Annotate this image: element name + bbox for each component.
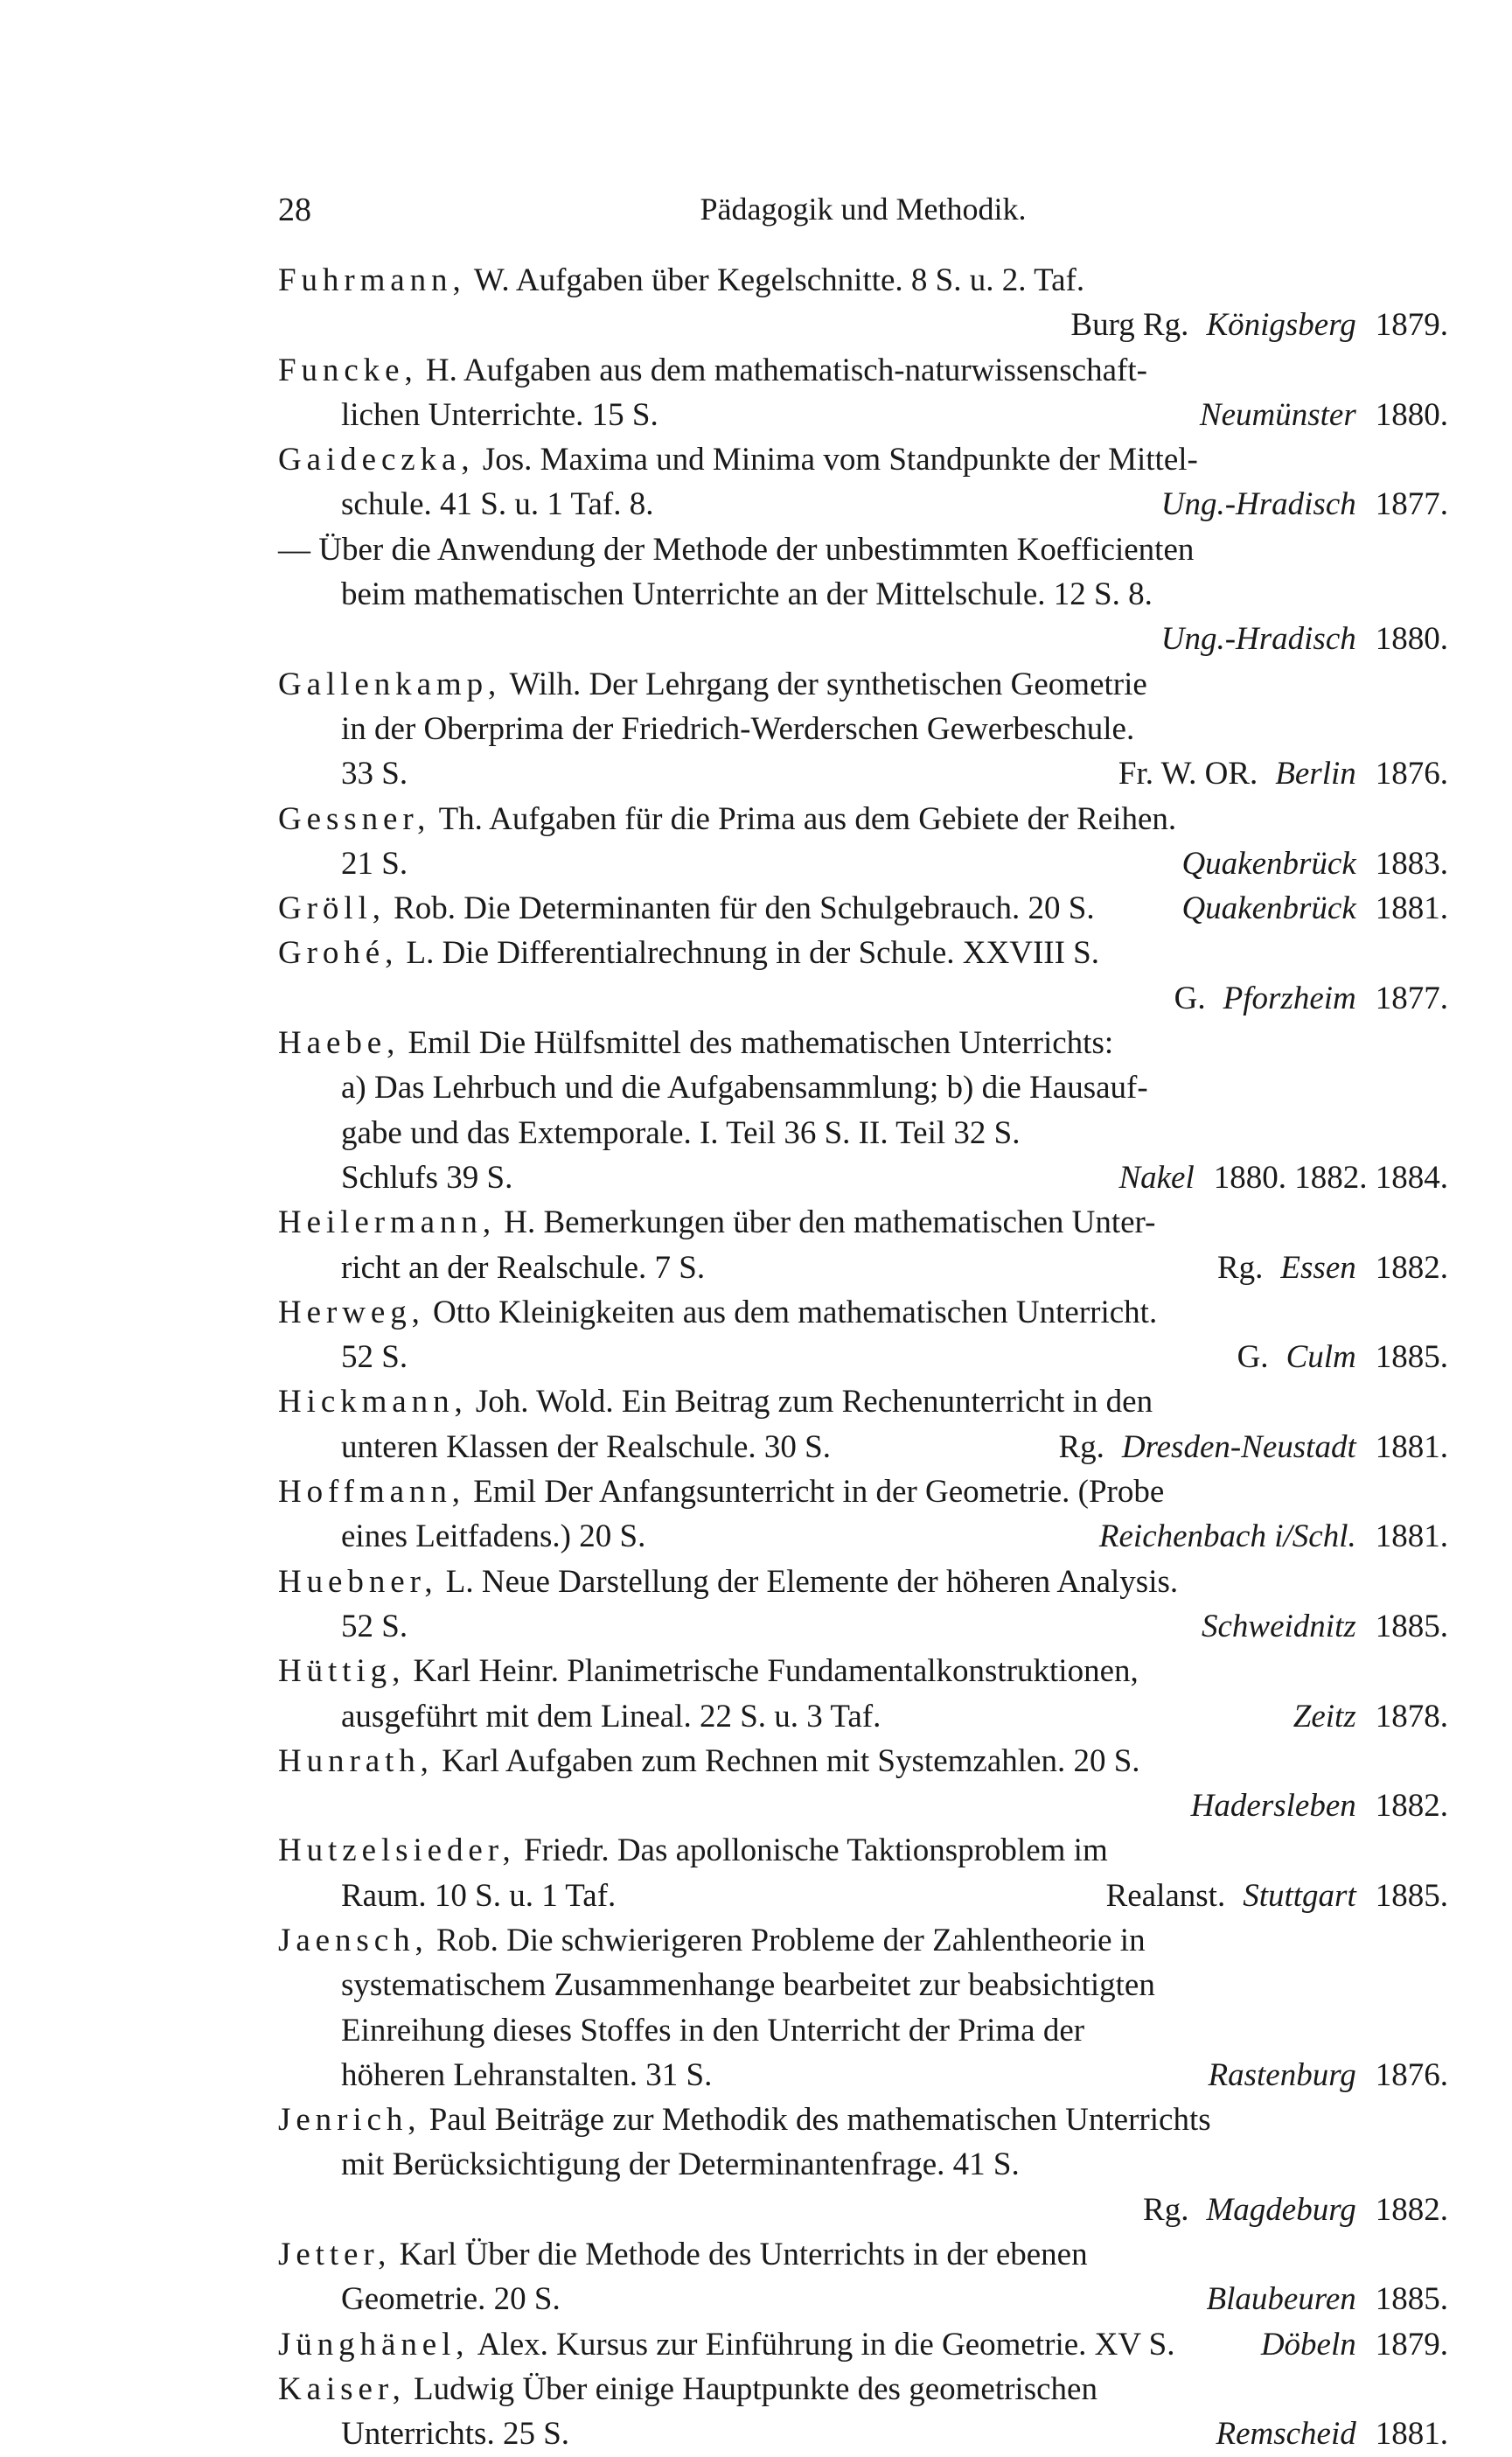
bibliography-entry: [278, 886, 1448, 931]
entry-line: [278, 1335, 1448, 1379]
bibliography-entry: [278, 662, 1448, 797]
entry-line: [278, 2367, 1448, 2412]
entry-line: [278, 617, 1448, 661]
entry-text: eines Leitfadens.) 20 S.: [341, 1518, 646, 1555]
publication-year: 1876.: [1375, 756, 1448, 792]
school-type: G.: [1174, 980, 1206, 1016]
entry-text: gabe und das Extemporale. I. Teil 36 S. II. Teil 32 S.: [341, 1114, 1021, 1151]
entry-text: Friedr. Das apollonische Taktionsproblem im: [523, 1832, 1108, 1869]
entry-text: Geometrie. 20 S.: [341, 2281, 561, 2318]
place-name: Pforzheim: [1223, 980, 1356, 1016]
entry-line: [278, 2098, 1448, 2142]
place-name: Ung.-Hradisch: [1160, 621, 1356, 658]
publication-year: 1881.: [1375, 2416, 1448, 2453]
school-type: Rg.: [1058, 1428, 1104, 1465]
author-name: Kaiser,: [278, 2370, 406, 2407]
publication-year: 1880. 1882. 1884.: [1213, 1159, 1448, 1196]
school-type: Burg Rg.: [1070, 307, 1189, 344]
entry-text: mit Berücksichtigung der Determinantenfrage. 41 S.: [341, 2146, 1020, 2183]
entry-text: H. Aufgaben aus dem mathematisch-naturwissenschaft-: [425, 352, 1147, 388]
author-name: Heilermann,: [278, 1204, 497, 1241]
place-name: Berlin: [1275, 756, 1356, 792]
author-name: Grohé,: [278, 935, 399, 972]
place-name: Schweidnitz: [1201, 1608, 1356, 1644]
entry-text: Unterrichts. 25 S.: [341, 2416, 570, 2453]
publication-year: 1885.: [1375, 1877, 1448, 1914]
entry-text: Jos. Maxima und Minima vom Standpunkte der Mittel-: [482, 442, 1198, 478]
author-name: Funcke,: [278, 352, 418, 388]
bibliography-entry: [278, 931, 1448, 1021]
entry-line: [278, 527, 1448, 572]
entry-line: [278, 976, 1448, 1021]
entry-text: W. Aufgaben über Kegelschnitte. 8 S. u. 2. Taf.: [473, 262, 1085, 298]
author-name: Gallenkamp,: [278, 666, 502, 702]
publication-year: 1878.: [1375, 1698, 1448, 1735]
publication-year: 1882.: [1375, 1788, 1448, 1825]
entry-text: beim mathematischen Unterrichte an der Mittelschule. 12 S. 8.: [341, 576, 1153, 613]
entry-text: Rob. Die Determinanten für den Schulgebrauch. 20 S.: [394, 890, 1095, 927]
entry-line: [278, 258, 1448, 303]
place-name: Nakel: [1118, 1159, 1195, 1196]
bibliography-entry: [278, 1828, 1448, 1918]
author-name: Jetter,: [278, 2237, 392, 2273]
bibliography-entry: [278, 1469, 1448, 1560]
entry-text: 21 S.: [341, 845, 408, 882]
entry-text: schule. 41 S. u. 1 Taf. 8.: [341, 486, 654, 523]
author-name: Haebe,: [278, 1025, 401, 1062]
place-name: Remscheid: [1216, 2416, 1356, 2453]
publication-year: 1882.: [1375, 1249, 1448, 1286]
publication-year: 1877.: [1375, 980, 1448, 1016]
entry-text: 33 S.: [341, 756, 408, 792]
bibliography-entry: [278, 2322, 1448, 2367]
entry-line: [278, 348, 1448, 393]
place-name: Culm: [1286, 1339, 1356, 1376]
bibliography-entry: [278, 2232, 1448, 2322]
publication-year: 1885.: [1375, 1608, 1448, 1644]
entry-text: Paul Beiträge zur Methodik des mathematischen Unterrichts: [429, 2102, 1211, 2139]
entry-text: Wilh. Der Lehrgang der synthetischen Geometrie: [509, 666, 1147, 702]
publication-year: 1885.: [1375, 2281, 1448, 2318]
place-name: Hadersleben: [1190, 1788, 1356, 1825]
entry-text: lichen Unterrichte. 15 S.: [341, 396, 658, 433]
place-name: Essen: [1280, 1249, 1356, 1286]
bibliography-entry: [278, 1021, 1448, 1200]
publication-year: 1876.: [1375, 2056, 1448, 2093]
entry-line: [278, 2277, 1448, 2321]
entry-line: [278, 751, 1448, 796]
page-header: [278, 191, 1448, 236]
entry-text: Joh. Wold. Ein Beitrag zum Rechenunterricht in den: [475, 1384, 1153, 1420]
publication-year: 1880.: [1375, 621, 1448, 658]
entry-text: richt an der Realschule. 7 S.: [341, 1249, 706, 1286]
entry-line: [278, 1021, 1448, 1065]
entry-line: [278, 1155, 1448, 1200]
place-name: Quakenbrück: [1181, 890, 1356, 927]
publication-year: 1880.: [1375, 396, 1448, 433]
author-name: Jenrich,: [278, 2102, 422, 2139]
entry-line: [278, 1379, 1448, 1424]
entry-line: [278, 393, 1448, 437]
bibliography-entry: [278, 258, 1448, 348]
bibliography-entry: [278, 1379, 1448, 1469]
publication-year: 1879.: [1375, 307, 1448, 344]
entry-line: [278, 2053, 1448, 2098]
publication-year: 1881.: [1375, 1518, 1448, 1555]
entry-text: in der Oberprima der Friedrich-Werderschen Gewerbeschule.: [341, 710, 1135, 747]
bibliography-entry: [278, 1290, 1448, 1380]
bibliography-entry: [278, 348, 1448, 438]
place-name: Magdeburg: [1206, 2191, 1356, 2228]
publication-year: 1881.: [1375, 890, 1448, 927]
entry-text: — Über die Anwendung der Methode der unbestimmten Koefficienten: [278, 531, 1195, 568]
bibliography-entry: [278, 1918, 1448, 2098]
entry-line: [278, 1828, 1448, 1873]
entry-line: [278, 437, 1448, 482]
entry-text: Schlufs 39 S.: [341, 1159, 513, 1196]
author-name: Hunrath,: [278, 1742, 434, 1779]
entry-line: [278, 2412, 1448, 2456]
entry-line: [278, 2008, 1448, 2053]
place-name: Reichenbach i/Schl.: [1098, 1518, 1356, 1555]
bibliography-entry: [278, 1200, 1448, 1290]
publication-year: 1885.: [1375, 1339, 1448, 1376]
author-name: Gröll,: [278, 890, 386, 927]
entry-text: Emil Der Anfangsunterricht in der Geometrie. (Probe: [473, 1474, 1165, 1511]
place-name: Quakenbrück: [1181, 845, 1356, 882]
bibliography-list: [278, 258, 1448, 2457]
place-name: Zeitz: [1293, 1698, 1356, 1735]
place-name: Dresden-Neustadt: [1121, 1428, 1356, 1465]
author-name: Gaideczka,: [278, 442, 475, 478]
school-type: Fr. W. OR.: [1118, 756, 1258, 792]
entry-line: [278, 797, 1448, 841]
entry-line: [278, 1560, 1448, 1604]
publication-year: 1877.: [1375, 486, 1448, 523]
entry-text: 52 S.: [341, 1608, 408, 1644]
entry-line: [278, 886, 1448, 931]
entry-line: [278, 2322, 1448, 2367]
entry-line: [278, 1065, 1448, 1110]
author-name: Fuhrmann,: [278, 262, 466, 298]
entry-text: Ludwig Über einige Hauptpunkte des geometrischen: [414, 2370, 1097, 2407]
entry-text: Karl Aufgaben zum Rechnen mit Systemzahlen. 20 S.: [442, 1742, 1140, 1779]
entry-text: 52 S.: [341, 1339, 408, 1376]
author-name: Jaensch,: [278, 1922, 429, 1958]
entry-line: [278, 2232, 1448, 2277]
entry-line: [278, 1246, 1448, 1290]
entry-text: Th. Aufgaben für die Prima aus dem Gebiete der Reihen.: [438, 800, 1177, 837]
author-name: Hoffmann,: [278, 1474, 465, 1511]
author-name: Gessner,: [278, 800, 431, 837]
bibliography-entry: [278, 1649, 1448, 1739]
entry-line: [278, 707, 1448, 751]
author-name: Huebner,: [278, 1563, 438, 1600]
bibliography-entry: [278, 437, 1448, 527]
entry-text: a) Das Lehrbuch und die Aufgabensammlung; b) die Hausauf-: [341, 1070, 1148, 1106]
entry-text: H. Bemerkungen über den mathematischen Unter-: [504, 1204, 1156, 1241]
school-type: Rg.: [1143, 2191, 1189, 2228]
entry-line: [278, 1694, 1448, 1739]
bibliography-entry: [278, 1560, 1448, 1650]
entry-line: [278, 1604, 1448, 1649]
entry-text: Raum. 10 S. u. 1 Taf.: [341, 1877, 617, 1914]
entry-line: [278, 1874, 1448, 1918]
author-name: Herweg,: [278, 1294, 425, 1330]
entry-line: [278, 1783, 1448, 1828]
school-type: Rg.: [1216, 1249, 1264, 1286]
publication-year: 1879.: [1375, 2326, 1448, 2363]
place-name: Stuttgart: [1243, 1877, 1356, 1914]
bibliography-entry: [278, 797, 1448, 887]
entry-line: [278, 1290, 1448, 1335]
entry-text: Otto Kleinigkeiten aus dem mathematischen Unterricht.: [433, 1294, 1158, 1330]
author-name: Hickmann,: [278, 1384, 468, 1420]
school-type: G.: [1237, 1339, 1269, 1376]
entry-text: ausgeführt mit dem Lineal. 22 S. u. 3 Taf.: [341, 1698, 881, 1735]
running-title: Pädagogik und Methodik.: [700, 192, 1027, 227]
entry-line: [278, 1200, 1448, 1245]
author-name: Hutzelsieder,: [278, 1832, 516, 1869]
entry-line: [278, 1425, 1448, 1469]
author-name: Hüttig,: [278, 1653, 406, 1690]
entry-text: Emil Die Hülfsmittel des mathematischen Unterrichts:: [408, 1025, 1114, 1062]
place-name: Döbeln: [1260, 2326, 1356, 2363]
entry-line: [278, 2188, 1448, 2232]
entry-text: Rob. Die schwierigeren Probleme der Zahlentheorie in: [435, 1922, 1146, 1958]
place-name: Rastenburg: [1208, 2056, 1356, 2093]
entry-text: Alex. Kursus zur Einführung in die Geometrie. XV S.: [477, 2326, 1175, 2363]
publication-year: 1881.: [1375, 1428, 1448, 1465]
entry-text: Einreihung dieses Stoffes in den Unterricht der Prima der: [341, 2012, 1085, 2049]
entry-line: [278, 1469, 1448, 1514]
entry-line: [278, 662, 1448, 707]
place-name: Königsberg: [1206, 307, 1356, 344]
entry-text: unteren Klassen der Realschule. 30 S.: [341, 1428, 831, 1465]
entry-line: [278, 1514, 1448, 1559]
publication-year: 1882.: [1375, 2191, 1448, 2228]
place-name: Blaubeuren: [1206, 2281, 1356, 2318]
entry-line: [278, 1739, 1448, 1783]
bibliography-entry: [278, 2098, 1448, 2232]
bibliography-entry: [278, 527, 1448, 662]
entry-text: systematischem Zusammenhange bearbeitet zur beabsichtigten: [341, 1967, 1155, 2004]
place-name: Ung.-Hradisch: [1160, 486, 1356, 523]
page-number: 28: [278, 192, 311, 228]
publication-year: 1883.: [1375, 845, 1448, 882]
entry-line: [278, 931, 1448, 975]
entry-text: Karl Heinr. Planimetrische Fundamentalkonstruktionen,: [413, 1653, 1139, 1690]
entry-text: höheren Lehranstalten. 31 S.: [341, 2056, 713, 2093]
entry-line: [278, 1963, 1448, 2007]
entry-line: [278, 2142, 1448, 2187]
bibliography-entry: [278, 1739, 1448, 1829]
entry-line: [278, 482, 1448, 527]
entry-line: [278, 841, 1448, 886]
entry-line: [278, 1111, 1448, 1155]
entry-text: L. Die Differentialrechnung in der Schule. XXVIII S.: [406, 935, 1100, 972]
entry-line: [278, 572, 1448, 617]
entry-text: L. Neue Darstellung der Elemente der höheren Analysis.: [445, 1563, 1179, 1600]
entry-text: Karl Über die Methode des Unterrichts in der ebenen: [399, 2237, 1088, 2273]
author-name: Jünghänel,: [278, 2326, 470, 2363]
entry-line: [278, 1649, 1448, 1693]
entry-line: [278, 303, 1448, 347]
bibliography-entry: [278, 2367, 1448, 2457]
school-type: Realanst.: [1105, 1877, 1226, 1914]
entry-line: [278, 1918, 1448, 1963]
place-name: Neumünster: [1199, 396, 1356, 433]
